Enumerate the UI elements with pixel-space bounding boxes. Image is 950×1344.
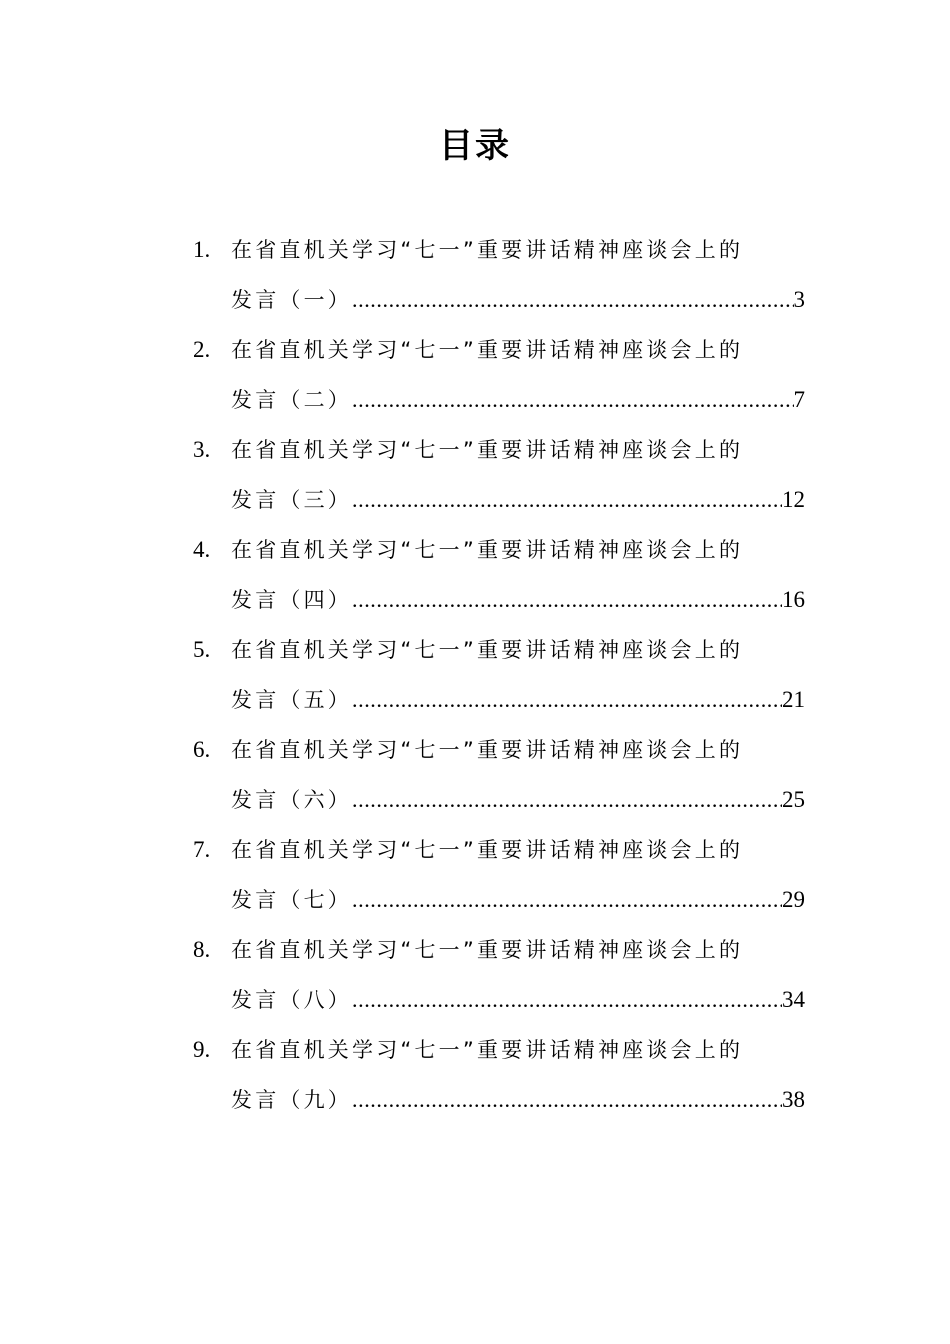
toc-dot-leader <box>352 375 794 425</box>
toc-entry-title: 在省直机关学习“七一”重要讲话精神座谈会上的 <box>231 938 744 962</box>
toc-dot-leader <box>352 975 782 1025</box>
toc-dot-leader <box>352 775 782 825</box>
toc-entry-number: 3. <box>193 437 211 462</box>
toc-entry-title: 在省直机关学习“七一”重要讲话精神座谈会上的 <box>231 638 744 662</box>
toc-dot-leader <box>352 275 794 325</box>
toc-entry-number: 8. <box>193 937 211 962</box>
toc-entry-number: 1. <box>193 237 211 262</box>
toc-entry[interactable] <box>193 825 805 925</box>
toc-entry-title: 在省直机关学习“七一”重要讲话精神座谈会上的 <box>231 838 744 862</box>
toc-entry[interactable] <box>193 1025 805 1125</box>
toc-entry-number: 2. <box>193 337 211 362</box>
toc-entry-title: 在省直机关学习“七一”重要讲话精神座谈会上的 <box>231 338 744 362</box>
toc-entry-number: 4. <box>193 537 211 562</box>
toc-entry[interactable] <box>193 425 805 525</box>
toc-entry-suffix: 发言（七） <box>231 888 352 912</box>
page-title: 目录 <box>439 126 511 166</box>
toc-dot-leader <box>352 875 782 925</box>
toc-page-number: 38 <box>782 1087 805 1112</box>
toc-page-number: 25 <box>782 787 805 812</box>
toc-page-number: 21 <box>782 687 805 712</box>
toc-entry-suffix: 发言（二） <box>231 388 352 412</box>
toc-entry-suffix: 发言（三） <box>231 488 352 512</box>
toc-entry[interactable] <box>193 625 805 725</box>
toc-entry[interactable] <box>193 925 805 1025</box>
toc-entry-number: 7. <box>193 837 211 862</box>
toc-page-number: 16 <box>782 587 805 612</box>
toc-page-number: 3 <box>793 287 805 312</box>
toc-entry-number: 6. <box>193 737 211 762</box>
table-of-contents <box>193 225 805 1125</box>
toc-dot-leader <box>352 675 782 725</box>
toc-entry-title: 在省直机关学习“七一”重要讲话精神座谈会上的 <box>231 438 744 462</box>
toc-entry-title: 在省直机关学习“七一”重要讲话精神座谈会上的 <box>231 1038 744 1062</box>
toc-dot-leader <box>352 475 782 525</box>
toc-entry-title: 在省直机关学习“七一”重要讲话精神座谈会上的 <box>231 238 744 262</box>
toc-entry-number: 5. <box>193 637 211 662</box>
toc-entry[interactable] <box>193 225 805 325</box>
toc-entry-suffix: 发言（六） <box>231 788 352 812</box>
toc-entry-title: 在省直机关学习“七一”重要讲话精神座谈会上的 <box>231 738 744 762</box>
toc-page-number: 12 <box>782 487 805 512</box>
toc-entry[interactable] <box>193 725 805 825</box>
toc-dot-leader <box>352 1075 782 1125</box>
toc-dot-leader <box>352 575 782 625</box>
toc-entry-suffix: 发言（八） <box>231 988 352 1012</box>
toc-entry-number: 9. <box>193 1037 211 1062</box>
toc-entry-suffix: 发言（一） <box>231 288 352 312</box>
toc-page-number: 34 <box>782 987 805 1012</box>
toc-page-number: 29 <box>782 887 805 912</box>
toc-page-number: 7 <box>793 387 805 412</box>
toc-entry-suffix: 发言（四） <box>231 588 352 612</box>
toc-entry-title: 在省直机关学习“七一”重要讲话精神座谈会上的 <box>231 538 744 562</box>
toc-entry-suffix: 发言（九） <box>231 1088 352 1112</box>
toc-entry-suffix: 发言（五） <box>231 688 352 712</box>
toc-entry[interactable] <box>193 325 805 425</box>
toc-entry[interactable] <box>193 525 805 625</box>
